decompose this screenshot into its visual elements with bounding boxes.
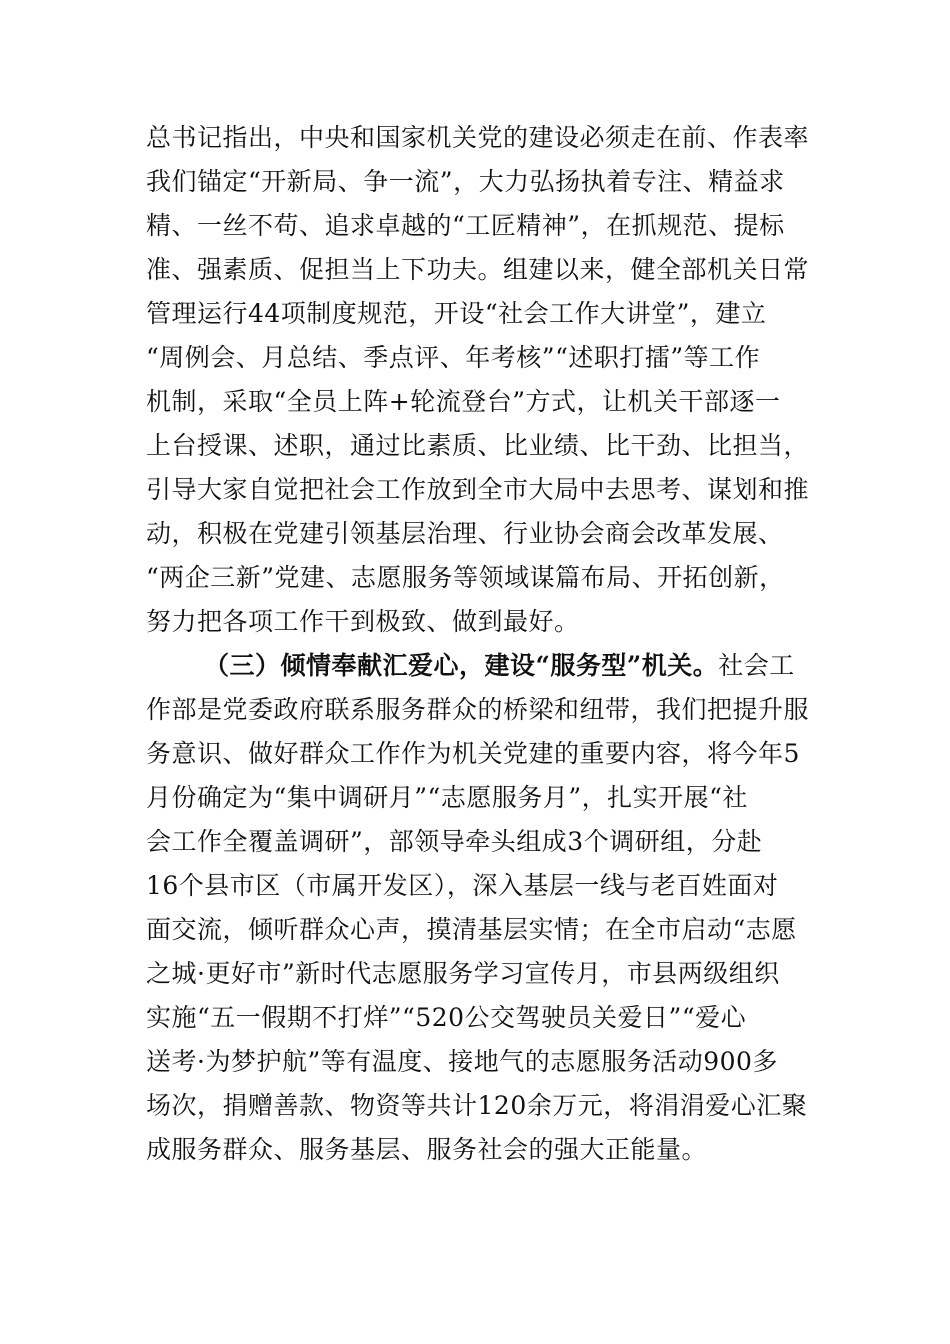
text-line: 动，积极在党建引领基层治理、行业协会商会改革发展、: [146, 519, 784, 548]
text-line: 16个县市区（市属开发区），深入基层一线与老百姓面对: [146, 871, 779, 900]
text-line: 我们锚定“开新局、争一流”，大力弘扬执着专注、精益求: [146, 167, 785, 196]
paragraph-1: [146, 116, 826, 644]
text-line: 送考·为梦护航”等有温度、接地气的志愿服务活动900多: [146, 1047, 778, 1076]
text-line: 精、一丝不苟、追求卓越的“工匠精神”，在抓规范、提标: [146, 211, 785, 240]
text-line: 引导大家自觉把社会工作放到全市大局中去思考、谋划和推: [146, 475, 810, 504]
text-line: 场次，捐赠善款、物资等共计120余万元，将涓涓爱心汇聚: [146, 1091, 808, 1120]
text-line: 务意识、做好群众工作作为机关党建的重要内容，将今年5: [146, 739, 800, 768]
text-line: 面交流，倾听群众心声，摸清基层实情；在全市启动“志愿: [146, 915, 797, 944]
text-line: 成服务群众、服务基层、服务社会的强大正能量。: [146, 1135, 708, 1164]
section-heading: （三）倾情奉献汇爱心，建设“服务型”机关。: [204, 651, 719, 680]
text-line: 总书记指出，中央和国家机关党的建设必须走在前、作表率: [146, 123, 810, 152]
text-line: 管理运行44项制度规范，开设“社会工作大讲堂”，建立: [146, 299, 767, 328]
text-line: “两企三新”党建、志愿服务等领域谋篇布局、开拓创新，: [146, 563, 785, 592]
text-line: 作部是党委政府联系服务群众的桥梁和纽带，我们把提升服: [146, 695, 810, 724]
text-line: 会工作全覆盖调研”，部领导牵头组成3个调研组，分赴: [146, 827, 763, 856]
paragraph-2-first-line: [146, 644, 826, 688]
heading-line-rest: 社会工: [718, 651, 795, 680]
text-line: 机制，采取“全员上阵+轮流登台”方式，让机关干部逐一: [146, 387, 781, 416]
text-line: 准、强素质、促担当上下功夫。组建以来，健全部机关日常: [146, 255, 810, 284]
text-line: 月份确定为“集中调研月”“志愿服务月”，扎实开展“社: [146, 783, 748, 812]
text-line: 之城·更好市”新时代志愿服务学习宣传月，市县两级组织: [146, 959, 780, 988]
text-line: 努力把各项工作干到极致、做到最好。: [146, 607, 580, 636]
text-line: “周例会、月总结、季点评、年考核”“述职打擂”等工作: [146, 343, 761, 372]
text-line: 实施“五一假期不打烊”“520公交驾驶员关爱日”“爱心: [146, 1003, 747, 1032]
body-text: [146, 116, 826, 1172]
paragraph-2: [146, 644, 826, 1172]
text-line: 上台授课、述职，通过比素质、比业绩、比干劲、比担当，: [146, 431, 810, 460]
